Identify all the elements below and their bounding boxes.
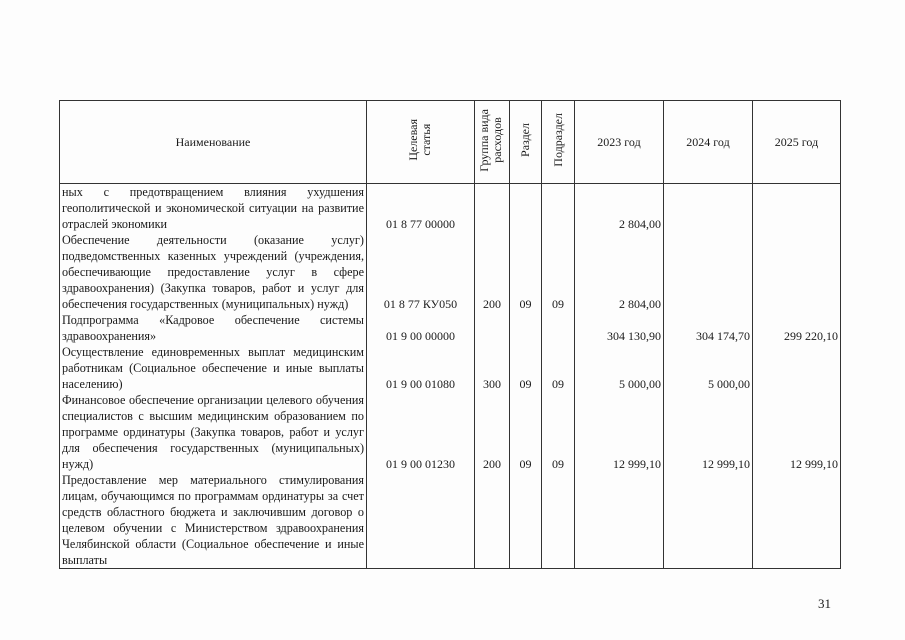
row-expense-group: 300 (475, 344, 510, 392)
row-expense-group: 200 (475, 392, 510, 472)
header-section-cell (510, 101, 542, 184)
row-amount-2024: 304 174,70 (664, 312, 753, 344)
row-subsection (542, 312, 575, 344)
row-section: 09 (510, 232, 542, 312)
row-target-article: 01 9 00 01080 (367, 344, 475, 392)
row-expense-group (475, 472, 510, 569)
row-amount-2025 (753, 344, 841, 392)
table-row (60, 392, 841, 472)
budget-table (59, 100, 841, 569)
row-amount-2023: 5 000,00 (575, 344, 664, 392)
row-target-article: 01 9 00 00000 (367, 312, 475, 344)
row-amount-2024: 12 999,10 (664, 392, 753, 472)
row-target-article (367, 472, 475, 569)
row-amount-2023: 12 999,10 (575, 392, 664, 472)
header-section: Раздел (518, 123, 532, 157)
row-subsection: 09 (542, 344, 575, 392)
row-section (510, 472, 542, 569)
row-target-article: 01 8 77 КУ050 (367, 232, 475, 312)
row-target-article: 01 9 00 01230 (367, 392, 475, 472)
header-subsection-cell (542, 101, 575, 184)
row-amount-2023 (575, 472, 664, 569)
row-amount-2024 (664, 232, 753, 312)
row-name: Осуществление единовременных выплат медицинским работникам (Социальное обеспечение и иные выплаты населению) (60, 344, 367, 392)
row-subsection (542, 472, 575, 569)
table-body (60, 184, 841, 569)
header-year-2023: 2023 год (575, 101, 664, 184)
row-name: Финансовое обеспечение организации целевого обучения специалистов с высшим медицинским образованием по программе ординатуры (Закупка товаров, работ и услуг для обеспечения государственных (муниципальных) нужд) (60, 392, 367, 472)
table-header (60, 101, 841, 184)
row-subsection (542, 184, 575, 233)
header-row (60, 101, 841, 184)
row-name: Предоставление мер материального стимулирования лицам, обучающимся по программам ординатуры за счет средств областного бюджета и заключившим договор о целевом обучении с Министерством здравоохранения Челябинской области (Социальное обеспечение и иные выплаты (60, 472, 367, 569)
header-subsection: Подраздел (550, 113, 565, 167)
row-name: Подпрограмма «Кадровое обеспечение системы здравоохранения» (60, 312, 367, 344)
row-section (510, 184, 542, 233)
row-amount-2025: 299 220,10 (753, 312, 841, 344)
header-target-article: Целевая статья (405, 119, 433, 161)
row-amount-2025 (753, 184, 841, 233)
header-year-2025: 2025 год (753, 101, 841, 184)
row-expense-group: 200 (475, 232, 510, 312)
row-amount-2024: 5 000,00 (664, 344, 753, 392)
row-target-article: 01 8 77 00000 (367, 184, 475, 233)
row-expense-group (475, 312, 510, 344)
row-amount-2023: 2 804,00 (575, 184, 664, 233)
row-section: 09 (510, 392, 542, 472)
row-expense-group (475, 184, 510, 233)
table-row (60, 472, 841, 569)
table-row (60, 344, 841, 392)
row-amount-2025 (753, 232, 841, 312)
row-subsection: 09 (542, 392, 575, 472)
row-amount-2025: 12 999,10 (753, 392, 841, 472)
page-number: 31 (818, 596, 831, 611)
row-amount-2025 (753, 472, 841, 569)
row-amount-2024 (664, 472, 753, 569)
table-row (60, 184, 841, 233)
row-section (510, 312, 542, 344)
row-amount-2023: 304 130,90 (575, 312, 664, 344)
table-row (60, 232, 841, 312)
row-name: ных с предотвращением влияния ухудшения геополитической и экономической ситуации на развитие отраслей экономики (60, 184, 367, 233)
row-amount-2024 (664, 184, 753, 233)
header-target-article-cell (367, 101, 475, 184)
row-name: Обеспечение деятельности (оказание услуг) подведомственных казенных учреждений (учреждения, обеспечивающие предоставление услуг в сфере здравоохранения) (Закупка товаров, работ и услуг для обеспечения государственных (муниципальных) нужд) (60, 232, 367, 312)
row-section: 09 (510, 344, 542, 392)
table-row (60, 312, 841, 344)
header-name: Наименование (60, 101, 367, 184)
row-subsection: 09 (542, 232, 575, 312)
header-year-2024: 2024 год (664, 101, 753, 184)
header-expense-group-cell (475, 101, 510, 184)
header-expense-group: Группа вида расходов (477, 108, 504, 172)
row-amount-2023: 2 804,00 (575, 232, 664, 312)
